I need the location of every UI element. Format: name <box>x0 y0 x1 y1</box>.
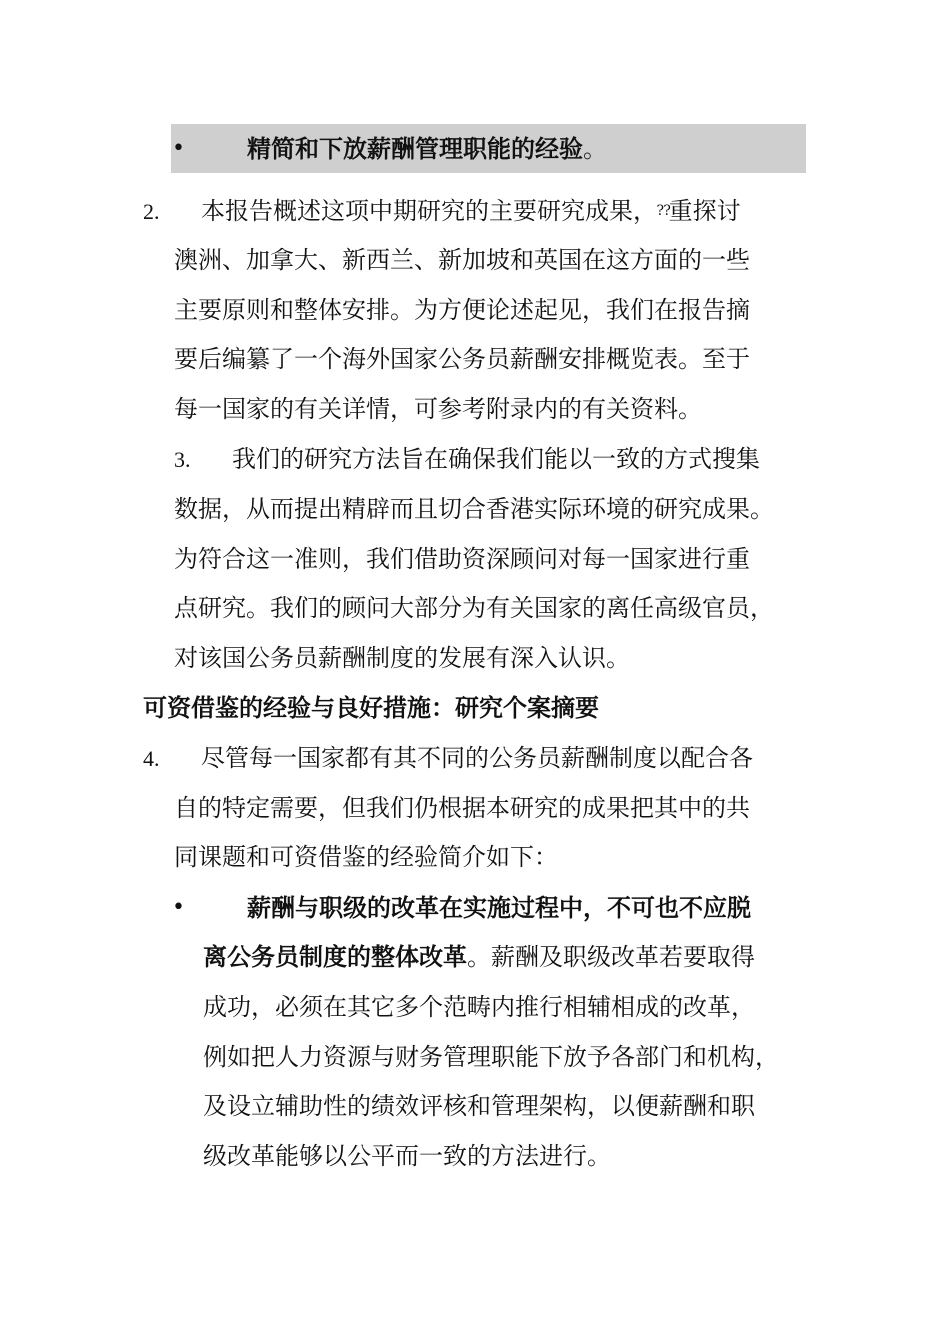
para3-line-1 <box>174 442 760 477</box>
para3-number: 3. <box>174 447 191 472</box>
bullet2-line-2-rest: 。薪酬及职级改革若要取得 <box>467 943 755 971</box>
para3-line-2: 数据，从而提出精辟而且切合香港实际环境的研究成果。 <box>174 495 774 523</box>
para2-line-4: 要后编纂了一个海外国家公务员薪酬安排概览表。至于 <box>174 345 750 373</box>
highlight-bullet-bold: 精简和下放薪酬管理职能的经验 <box>247 135 583 163</box>
para3-line-5: 对该国公务员薪酬制度的发展有深入认识。 <box>174 644 630 672</box>
bullet2-bold-line-1: 薪酬与职级的改革在实施过程中，不可也不应脱 <box>247 894 751 922</box>
highlight-bullet-punct: 。 <box>583 135 607 163</box>
para4-line-1 <box>143 741 753 776</box>
para4-number: 4. <box>143 746 160 771</box>
para3-line-1-text: 我们的研究方法旨在确保我们能以一致的方式搜集 <box>232 445 760 473</box>
para2-number: 2. <box>143 199 160 224</box>
para2-line-3: 主要原则和整体安排。为方便论述起见，我们在报告摘 <box>174 296 750 324</box>
para3-line-4: 点研究。我们的顾问大部分为有关国家的离任高级官员， <box>174 594 774 622</box>
bullet-icon: • <box>172 895 185 920</box>
para2-line-1-text: 本报告概述这项中期研究的主要研究成果， <box>201 197 657 225</box>
bullet2-line-5: 及设立辅助性的绩效评核和管理架构，以便薪酬和职 <box>203 1092 755 1120</box>
garbled-glyph-icon: ⁇ <box>657 203 669 219</box>
bullet-icon: • <box>172 136 185 161</box>
para4-line-3: 同课题和可资借鉴的经验简介如下： <box>174 843 558 871</box>
bullet2-line-6: 级改革能够以公平而一致的方法进行。 <box>203 1142 611 1170</box>
para2-line-1-tail: 重探讨 <box>668 197 741 225</box>
para4-line-2: 自的特定需要，但我们仍根据本研究的成果把其中的共 <box>174 794 750 822</box>
highlight-bullet-text <box>247 132 607 166</box>
para2-line-5: 每一国家的有关详情，可参考附录内的有关资料。 <box>174 395 702 423</box>
para3-line-3: 为符合这一准则，我们借助资深顾问对每一国家进行重 <box>174 545 750 573</box>
bullet2-line-3: 成功，必须在其它多个范畴内推行相辅相成的改革， <box>203 993 755 1021</box>
para2-line-2: 澳洲、加拿大、新西兰、新加坡和英国在这方面的一些 <box>174 246 750 274</box>
bullet2-line-2 <box>203 940 755 974</box>
para2-line-1 <box>143 194 741 229</box>
bullet2-bold-line-2: 离公务员制度的整体改革 <box>203 943 467 971</box>
section-heading: 可资借鉴的经验与良好措施：研究个案摘要 <box>143 694 599 722</box>
bullet2-line-4: 例如把人力资源与财务管理职能下放予各部门和机构， <box>203 1043 779 1071</box>
para4-line-1-text: 尽管每一国家都有其不同的公务员薪酬制度以配合各 <box>201 744 753 772</box>
